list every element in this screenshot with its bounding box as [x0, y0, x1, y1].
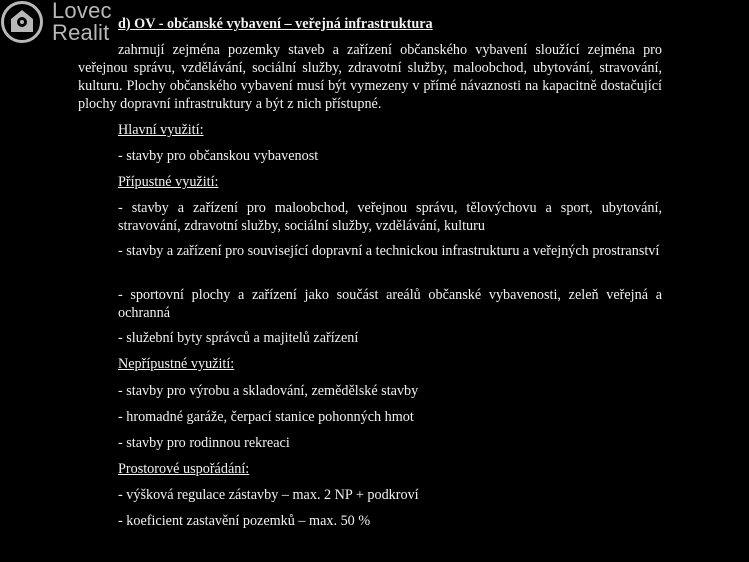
spatial-arrangement-item: - výšková regulace zástavby – max. 2 NP + podkroví: [118, 487, 419, 503]
spatial-arrangement-title: Prostorové uspořádání:: [118, 461, 250, 477]
permitted-use-item: - stavby a zařízení pro související dopravní a technickou infrastrukturu a veřejných prostranství: [118, 243, 660, 259]
permitted-use-item: - stavby a zařízení pro maloobchod, veřejnou správu, tělovýchovu a sport, ubytování, stravování, zdravotní služby, sociální služby, vzdělávání, kulturu: [118, 200, 662, 234]
permitted-use-item: - sportovní plochy a zařízení jako součást areálů občanské vybavenosti, zeleň veřejná a ochranná: [118, 287, 662, 321]
main-use-item: - stavby pro občanskou vybavenost: [118, 148, 319, 164]
spatial-arrangement-item: - koeficient zastavění pozemků – max. 50 %: [118, 513, 371, 529]
prohibited-use-item: - stavby pro výrobu a skladování, zemědělské stavby: [118, 383, 419, 399]
prohibited-use-title: Nepřípustné využití:: [118, 356, 235, 372]
permitted-use-item: - služební byty správců a majitelů zařízení: [118, 330, 359, 346]
permitted-use-title: Přípustné využití:: [118, 174, 219, 190]
logo-text-line2: Realit: [52, 20, 110, 45]
logo-text-line1: Lovec: [52, 0, 112, 23]
prohibited-use-item: - stavby pro rodinnou rekreaci: [118, 435, 290, 451]
section-heading: d) OV - občanské vybavení – veřejná infrastruktura: [118, 16, 433, 32]
main-use-title: Hlavní využití:: [118, 122, 204, 138]
intro-paragraph: zahrnují zejména pozemky staveb a zařízení občanského vybavení sloužící zejména pro veřejnou správu, vzdělávání, sociální služby, zdravotní služby, maloobchod, ubytování, stravování, kulturu. Plochy občanského vybavení musí být vymezeny v přímé návaznosti na kapacitně dostačující plochy dopravní infrastruktury a být z nich přístupné.: [78, 42, 662, 112]
prohibited-use-item: - hromadné garáže, čerpací stanice pohonných hmot: [118, 409, 414, 425]
